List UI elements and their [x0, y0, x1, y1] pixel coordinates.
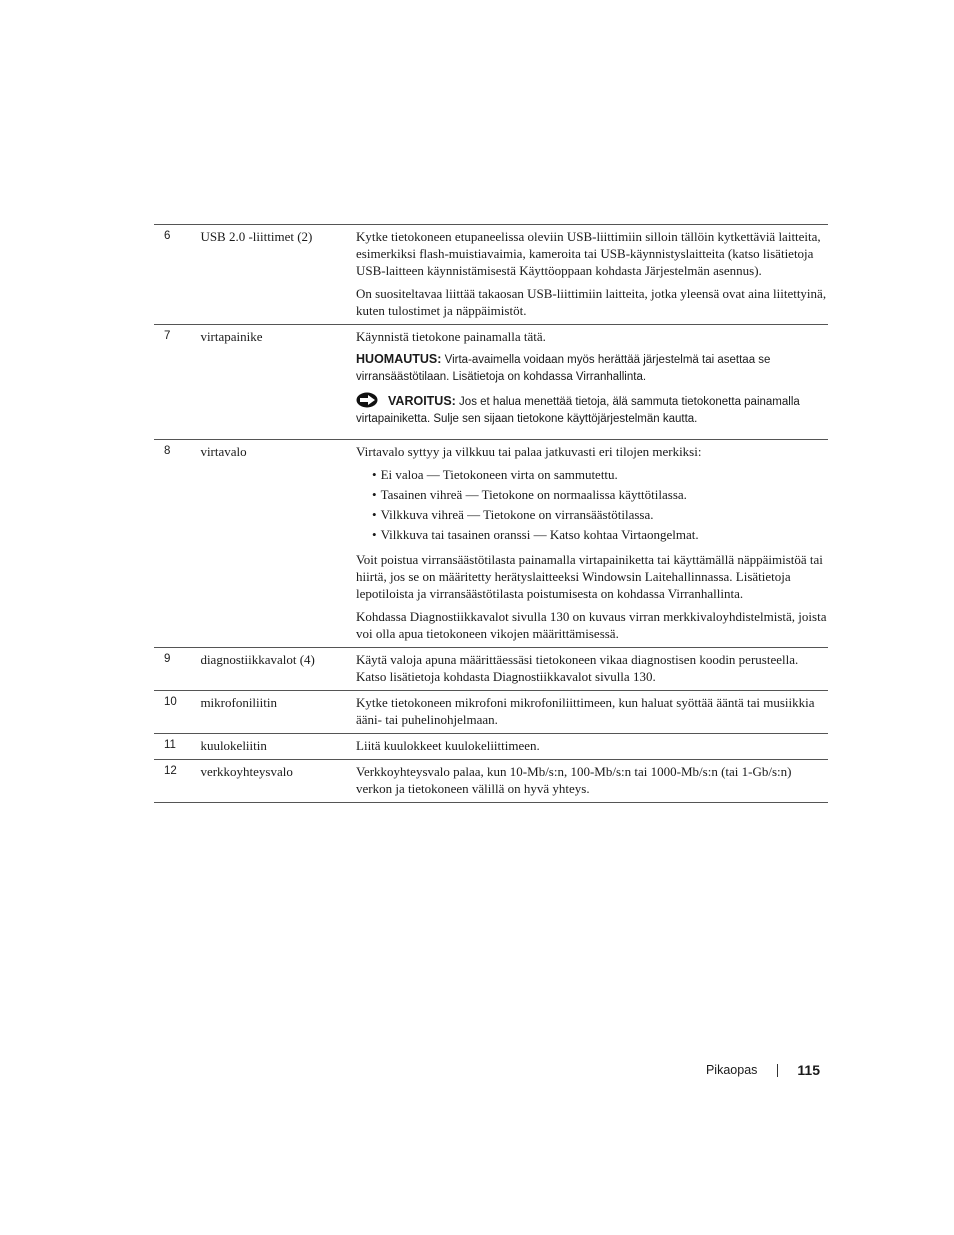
table-row: [154, 325, 828, 440]
description-paragraph: Voit poistua virransäästötilasta painamalla virtapainiketta tai käyttämällä näppäimistöä tai hiirtä, jos se on määritetty herätyslaitteeksi Windowsin Laitehallinnassa. Lisätietoja lepotiloista ja virransäästötilasta poistumisesta on kohdassa Virranhallinta.: [356, 552, 823, 601]
row-description: [356, 325, 828, 440]
connector-table: [154, 224, 828, 803]
warning-text: Jos et halua menettää tietoja, älä sammuta tietokonetta painamalla virtapainiketta. Sulje sen sijaan tietokone käyttöjärjestelmän kautta.: [356, 396, 800, 425]
table-row: [154, 691, 828, 734]
row-description: [356, 760, 828, 803]
description-paragraph: Verkkoyhteysvalo palaa, kun 10-Mb/s:n, 100-Mb/s:n tai 1000-Mb/s:n (tai 1-Gb/s:n) verkon ja tietokoneen välillä on hyvä yhteys.: [356, 764, 792, 796]
description-paragraph: Käynnistä tietokone painamalla tätä.: [356, 329, 546, 344]
page-number: 115: [797, 1062, 820, 1078]
row-number: 6: [154, 225, 200, 325]
table-row: [154, 440, 828, 648]
list-item: • Tasainen vihreä — Tietokone on normaalissa käyttötilassa.: [372, 486, 828, 503]
warning-label: VAROITUS:: [388, 394, 456, 408]
table-row: [154, 734, 828, 760]
description-paragraph: Kytke tietokoneen mikrofoni mikrofoniliittimeen, kun haluat syöttää ääntä tai musiikkia ääni- tai puhelinohjelmaan.: [356, 695, 815, 727]
row-description: [356, 734, 828, 760]
warning-box: [356, 392, 828, 428]
row-number: 12: [154, 760, 200, 803]
table-row: [154, 760, 828, 803]
row-name: mikrofoniliitin: [200, 691, 356, 734]
description-paragraph: Kytke tietokoneen etupaneelissa oleviin USB-liittimiin silloin tällöin kytkettäviä laitteita, esimerkiksi flash-muistiavaimia, kameroita tai USB-käynnistyslaitteita (katso lisätietoja USB-laitteen käynnistämisestä Käyttöoppaan kohdasta Järjestelmän asennus).: [356, 229, 821, 278]
row-name: diagnostiikkavalot (4): [200, 648, 356, 691]
table-row: [154, 225, 828, 325]
row-name: virtapainike: [200, 325, 356, 440]
page-footer: [706, 1062, 820, 1078]
list-item: • Ei valoa — Tietokoneen virta on sammutettu.: [372, 466, 828, 483]
row-description: [356, 648, 828, 691]
row-name: USB 2.0 -liittimet (2): [200, 225, 356, 325]
row-description: [356, 440, 828, 648]
warning-arrow-icon: [356, 392, 382, 408]
footer-section-title: Pikaopas: [705, 1063, 758, 1077]
description-paragraph: Liitä kuulokkeet kuulokeliittimeen.: [356, 738, 540, 753]
list-item: • Vilkkuva tai tasainen oranssi — Katso kohtaa Virtaongelmat.: [372, 526, 828, 543]
description-paragraph: Käytä valoja apuna määrittäessäsi tietokoneen vikaa diagnostisen koodin perusteella. Katso lisätietoja kohdasta Diagnostiikkavalot sivulla 130.: [356, 652, 799, 684]
row-number: 8: [154, 440, 200, 648]
row-name: kuulokeliitin: [200, 734, 356, 760]
list-item: • Vilkkuva vihreä — Tietokone on virransäästötilassa.: [372, 506, 828, 523]
row-description: [356, 225, 828, 325]
footer-divider: [777, 1064, 778, 1077]
status-list: [372, 466, 828, 543]
row-number: 10: [154, 691, 200, 734]
row-description: [356, 691, 828, 734]
row-number: 9: [154, 648, 200, 691]
table-row: [154, 648, 828, 691]
description-paragraph: Kohdassa Diagnostiikkavalot sivulla 130 on kuvaus virran merkkivaloyhdistelmistä, joista voi olla apua tietokoneen vikojen määrittämisessä.: [356, 609, 827, 641]
note-label: HUOMAUTUS:: [356, 352, 442, 366]
description-paragraph: Virtavalo syttyy ja vilkkuu tai palaa jatkuvasti eri tilojen merkiksi:: [356, 444, 702, 459]
row-number: 7: [154, 325, 200, 440]
note-box: [356, 351, 828, 386]
row-name: virtavalo: [200, 440, 356, 648]
note-text: Virta-avaimella voidaan myös herättää järjestelmä tai asettaa se virransäästötilaan. Lisätietoja on kohdassa Virranhallinta.: [356, 354, 771, 383]
row-name: verkkoyhteysvalo: [200, 760, 356, 803]
row-number: 11: [154, 734, 200, 760]
description-paragraph: On suositeltavaa liittää takaosan USB-liittimiin laitteita, jotka yleensä ovat aina liitettyinä, kuten tulostimet ja näppäimistöt.: [356, 286, 827, 318]
